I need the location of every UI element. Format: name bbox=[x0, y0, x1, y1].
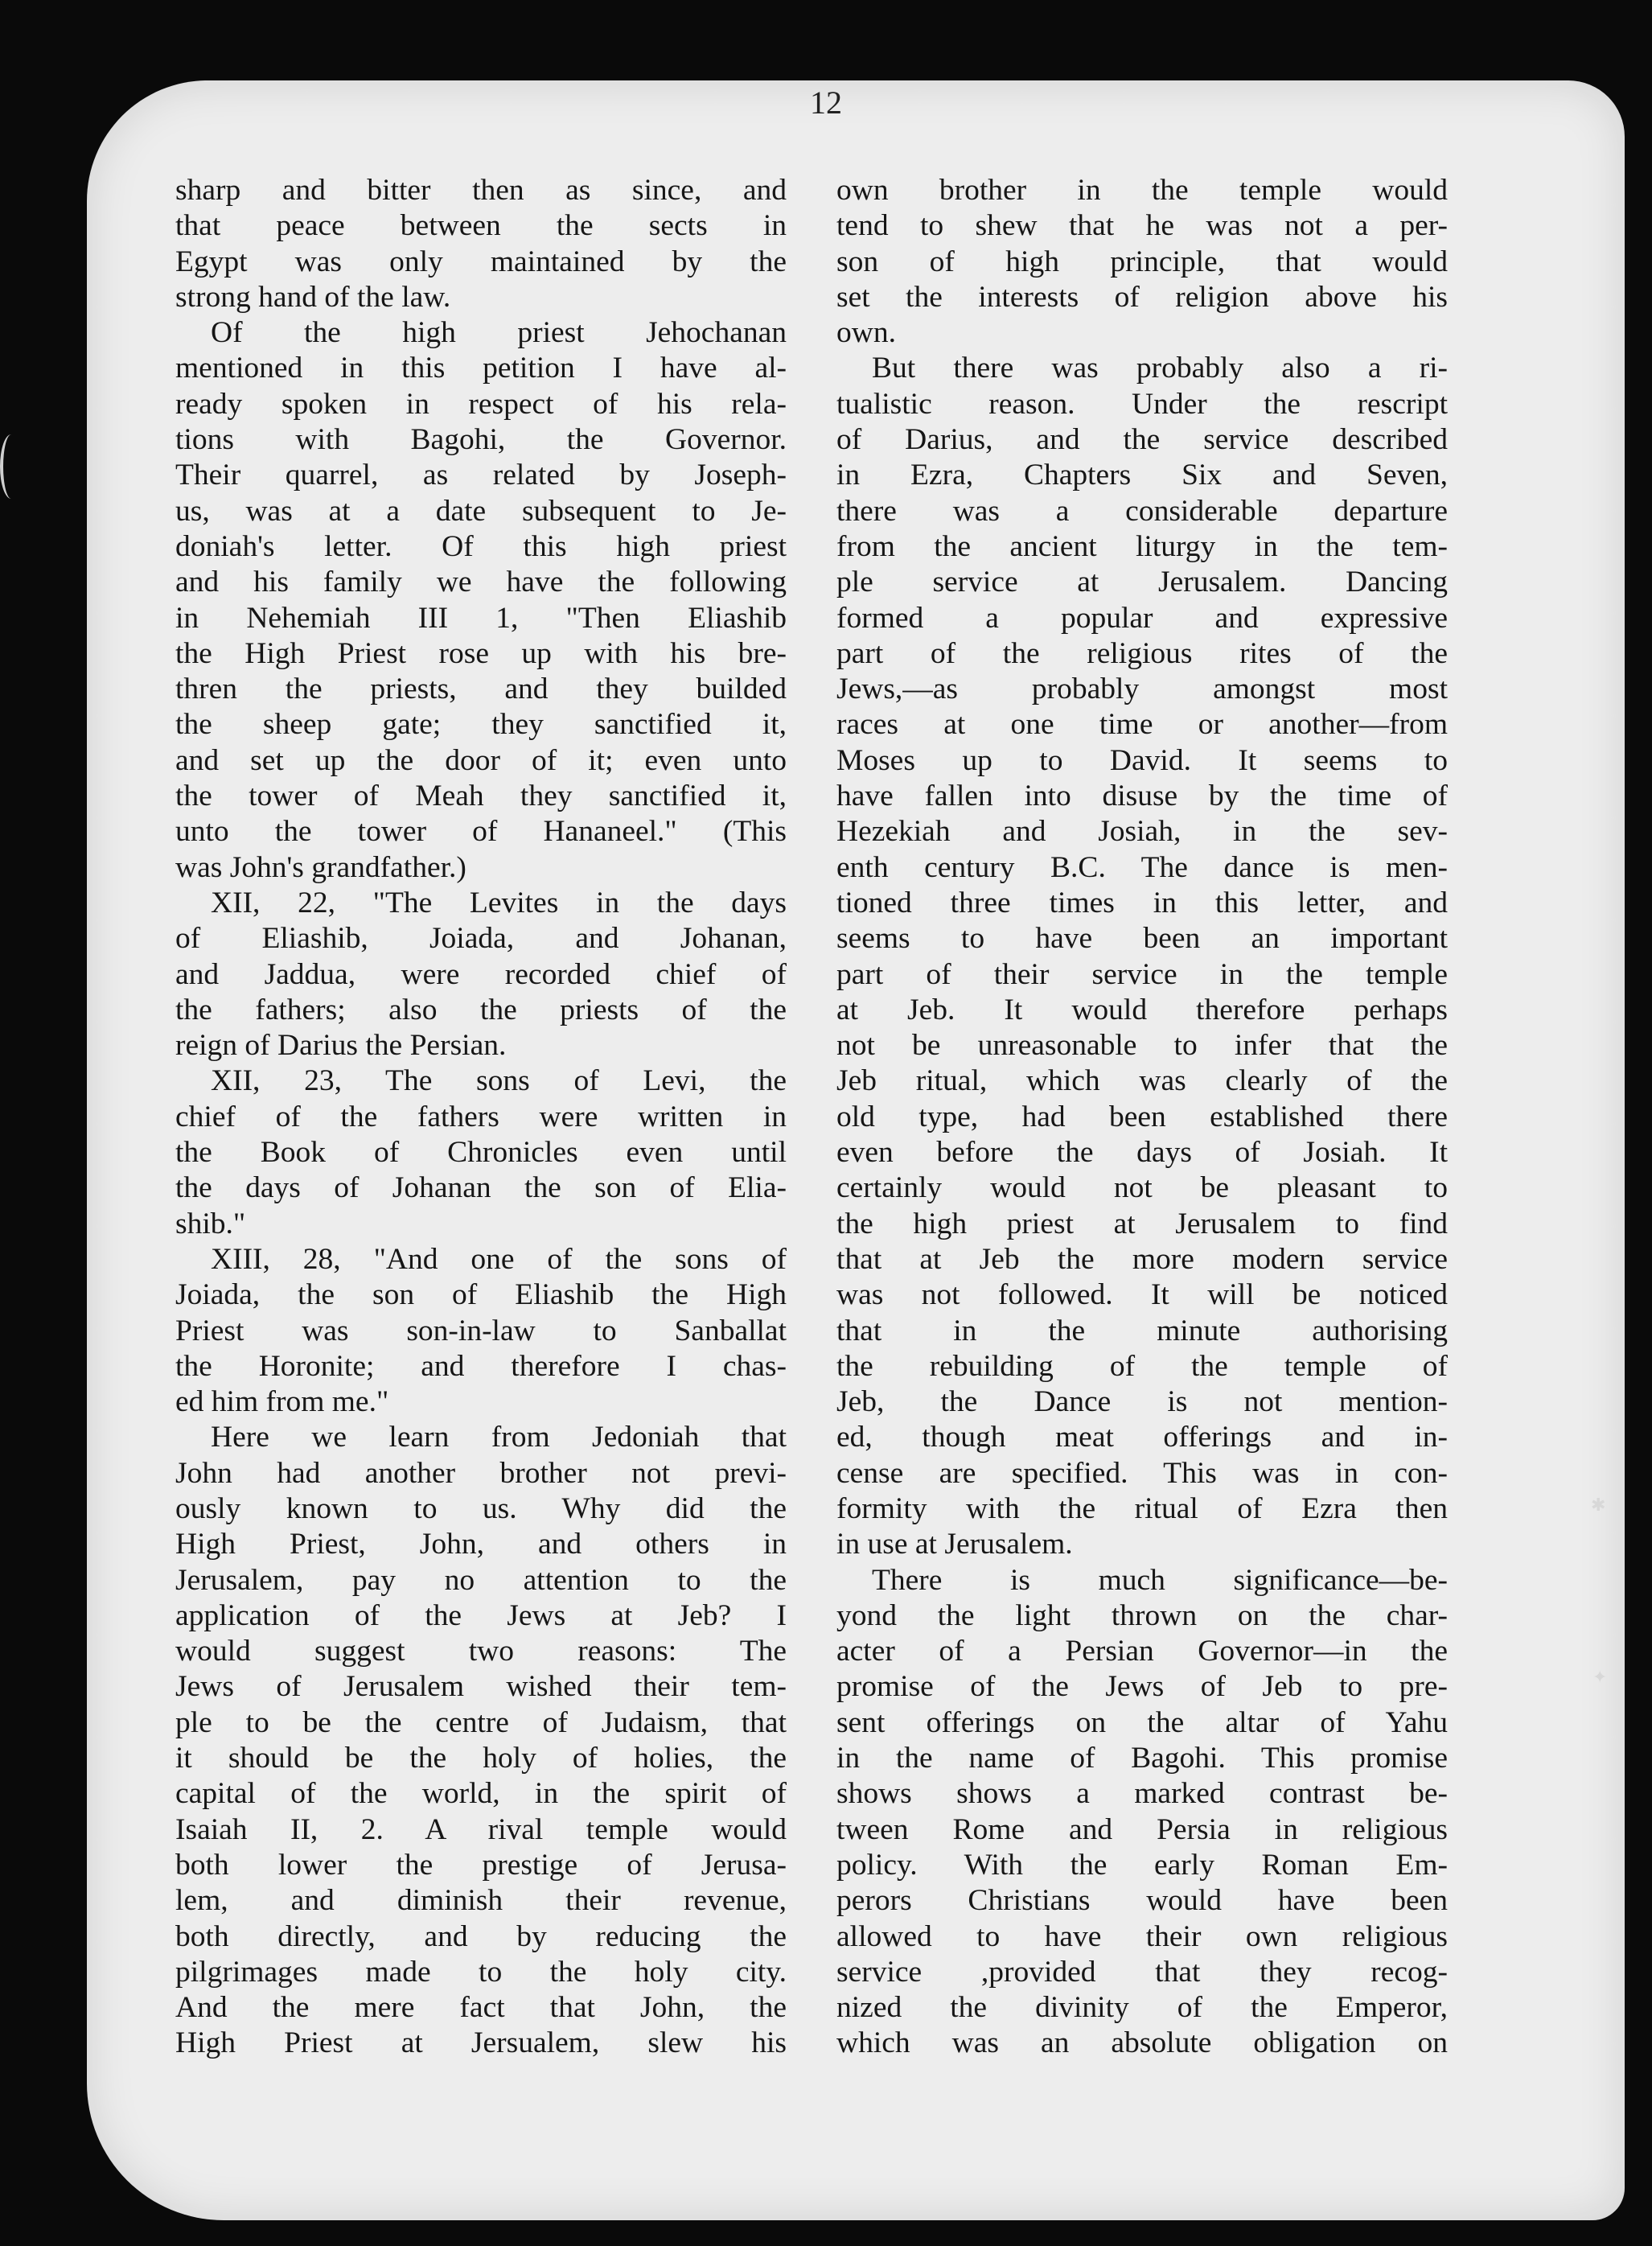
text-line: own. bbox=[836, 316, 896, 350]
text-line: the high priest at Jerusalem to find bbox=[836, 1207, 1448, 1240]
text-line: acter of a Persian Governor—in the bbox=[836, 1635, 1448, 1668]
text-line: Jeb, the Dance is not mention- bbox=[836, 1385, 1448, 1419]
text-line: and his family we have the following bbox=[175, 566, 787, 599]
text-line: policy. With the early Roman Em- bbox=[836, 1848, 1448, 1882]
text-line: it should be the holy of holies, the bbox=[175, 1742, 787, 1775]
text-line: perors Christians would have been bbox=[836, 1884, 1448, 1918]
text-line: tend to shew that he was not a per- bbox=[836, 209, 1448, 243]
text-line: tioned three times in this letter, and bbox=[836, 886, 1448, 919]
right-text-column bbox=[836, 173, 1448, 2062]
text-line: There is much significance—be- bbox=[872, 1563, 1448, 1597]
text-line: in Ezra, Chapters Six and Seven, bbox=[836, 459, 1448, 492]
text-line: at Jeb. It would therefore perhaps bbox=[836, 993, 1448, 1026]
scan-speck: ✱ bbox=[1591, 1495, 1606, 1515]
text-line: chief of the fathers were written in bbox=[175, 1100, 787, 1133]
text-line: was John's grandfather.) bbox=[175, 850, 466, 884]
text-line: the sheep gate; they sanctified it, bbox=[175, 708, 787, 742]
text-line: formed a popular and expressive bbox=[836, 601, 1448, 635]
text-line: sharp and bitter then as since, and bbox=[175, 174, 787, 207]
text-line: part of their service in the temple bbox=[836, 957, 1448, 991]
text-line: old type, had been established there bbox=[836, 1100, 1448, 1133]
text-line: strong hand of the law. bbox=[175, 280, 451, 314]
text-line: High Priest, John, and others in bbox=[175, 1528, 787, 1561]
page-number: 12 bbox=[810, 84, 842, 121]
text-line: Here we learn from Jedoniah that bbox=[211, 1421, 787, 1454]
text-line: formity with the ritual of Ezra then bbox=[836, 1491, 1448, 1525]
text-line: was not followed. It will be noticed bbox=[836, 1278, 1448, 1312]
text-line: High Priest at Jersualem, slew his bbox=[175, 2026, 787, 2060]
text-line: promise of the Jews of Jeb to pre- bbox=[836, 1670, 1448, 1704]
text-line: But there was probably also a ri- bbox=[872, 352, 1448, 385]
text-line: tween Rome and Persia in religious bbox=[836, 1812, 1448, 1846]
text-line: reign of Darius the Persian. bbox=[175, 1029, 507, 1063]
text-line: shib." bbox=[175, 1207, 246, 1240]
text-line: shows shows a marked contrast be- bbox=[836, 1777, 1448, 1811]
text-line: in the name of Bagohi. This promise bbox=[836, 1742, 1448, 1775]
text-line: ready spoken in respect of his rela- bbox=[175, 387, 787, 421]
text-line: races at one time or another—from bbox=[836, 708, 1448, 742]
text-line: own brother in the temple would bbox=[836, 174, 1448, 207]
text-line: have fallen into disuse by the time of bbox=[836, 780, 1448, 813]
text-line: Jews of Jerusalem wished their tem- bbox=[175, 1670, 787, 1704]
text-line: the Horonite; and therefore I chas- bbox=[175, 1349, 787, 1383]
text-line: that peace between the sects in bbox=[175, 209, 787, 243]
text-line: certainly would not be pleasant to bbox=[836, 1171, 1448, 1205]
text-line: Jerusalem, pay no attention to the bbox=[175, 1563, 787, 1597]
text-line: And the mere fact that John, the bbox=[175, 1991, 787, 2025]
text-line: us, was at a date subsequent to Je- bbox=[175, 494, 787, 528]
text-line: sent offerings on the altar of Yahu bbox=[836, 1705, 1448, 1739]
text-line: both directly, and by reducing the bbox=[175, 1919, 787, 1953]
left-text-column bbox=[175, 173, 787, 2062]
text-line: the rebuilding of the temple of bbox=[836, 1349, 1448, 1383]
text-line: the tower of Meah they sanctified it, bbox=[175, 780, 787, 813]
text-line: cense are specified. This was in con- bbox=[836, 1456, 1448, 1490]
page-edge-fragment bbox=[0, 434, 23, 499]
text-line: ed him from me." bbox=[175, 1385, 389, 1419]
text-line: from the ancient liturgy in the tem- bbox=[836, 529, 1448, 563]
text-line: Jews,—as probably amongst most bbox=[836, 673, 1448, 706]
scan-speck: ✦ bbox=[1592, 1667, 1608, 1687]
text-line: lem, and diminish their revenue, bbox=[175, 1884, 787, 1918]
text-line: XIII, 28, "And one of the sons of bbox=[211, 1242, 787, 1276]
text-line: Moses up to David. It seems to bbox=[836, 743, 1448, 777]
text-line: Egypt was only maintained by the bbox=[175, 245, 787, 278]
text-line: Joiada, the son of Eliashib the High bbox=[175, 1278, 787, 1312]
text-line: ously known to us. Why did the bbox=[175, 1491, 787, 1525]
text-line: XII, 22, "The Levites in the days bbox=[211, 886, 787, 919]
text-line: there was a considerable departure bbox=[836, 494, 1448, 528]
text-line: even before the days of Josiah. It bbox=[836, 1136, 1448, 1170]
text-line: the days of Johanan the son of Elia- bbox=[175, 1171, 787, 1205]
text-line: unto the tower of Hananeel." (This bbox=[175, 815, 787, 849]
text-line: and Jaddua, were recorded chief of bbox=[175, 957, 787, 991]
text-line: capital of the world, in the spirit of bbox=[175, 1777, 787, 1811]
text-line: set the interests of religion above his bbox=[836, 280, 1448, 314]
text-line: the fathers; also the priests of the bbox=[175, 993, 787, 1026]
text-line: ple service at Jerusalem. Dancing bbox=[836, 566, 1448, 599]
text-line: nized the divinity of the Emperor, bbox=[836, 1991, 1448, 2025]
text-line: Jeb ritual, which was clearly of the bbox=[836, 1064, 1448, 1098]
text-line: of Eliashib, Joiada, and Johanan, bbox=[175, 922, 787, 956]
text-line: would suggest two reasons: The bbox=[175, 1635, 787, 1668]
text-line: John had another brother not previ- bbox=[175, 1456, 787, 1490]
text-line: Priest was son-in-law to Sanballat bbox=[175, 1314, 787, 1347]
text-line: mentioned in this petition I have al- bbox=[175, 352, 787, 385]
text-line: both lower the prestige of Jerusa- bbox=[175, 1848, 787, 1882]
text-line: tualistic reason. Under the rescript bbox=[836, 387, 1448, 421]
text-line: which was an absolute obligation on bbox=[836, 2026, 1448, 2060]
text-line: pilgrimages made to the holy city. bbox=[175, 1955, 787, 1989]
text-line: not be unreasonable to infer that the bbox=[836, 1029, 1448, 1063]
text-line: enth century B.C. The dance is men- bbox=[836, 850, 1448, 884]
text-line: Their quarrel, as related by Joseph- bbox=[175, 459, 787, 492]
text-line: son of high principle, that would bbox=[836, 245, 1448, 278]
text-line: Hezekiah and Josiah, in the sev- bbox=[836, 815, 1448, 849]
text-line: allowed to have their own religious bbox=[836, 1919, 1448, 1953]
text-line: Isaiah II, 2. A rival temple would bbox=[175, 1812, 787, 1846]
text-line: ed, though meat offerings and in- bbox=[836, 1421, 1448, 1454]
text-line: service ,provided that they recog- bbox=[836, 1955, 1448, 1989]
text-line: ple to be the centre of Judaism, that bbox=[175, 1705, 787, 1739]
text-line: yond the light thrown on the char- bbox=[836, 1598, 1448, 1632]
text-line: part of the religious rites of the bbox=[836, 636, 1448, 670]
text-line: the Book of Chronicles even until bbox=[175, 1136, 787, 1170]
text-line: doniah's letter. Of this high priest bbox=[175, 529, 787, 563]
text-line: the High Priest rose up with his bre- bbox=[175, 636, 787, 670]
text-line: tions with Bagohi, the Governor. bbox=[175, 423, 787, 457]
text-line: thren the priests, and they builded bbox=[175, 673, 787, 706]
text-line: in Nehemiah III 1, "Then Eliashib bbox=[175, 601, 787, 635]
text-line: XII, 23, The sons of Levi, the bbox=[211, 1064, 787, 1098]
text-line: Of the high priest Jehochanan bbox=[211, 316, 787, 350]
text-line: and set up the door of it; even unto bbox=[175, 743, 787, 777]
text-line: seems to have been an important bbox=[836, 922, 1448, 956]
text-line: application of the Jews at Jeb? I bbox=[175, 1598, 787, 1632]
text-line: that at Jeb the more modern service bbox=[836, 1242, 1448, 1276]
text-line: of Darius, and the service described bbox=[836, 423, 1448, 457]
text-line: in use at Jerusalem. bbox=[836, 1528, 1073, 1561]
text-line: that in the minute authorising bbox=[836, 1314, 1448, 1347]
